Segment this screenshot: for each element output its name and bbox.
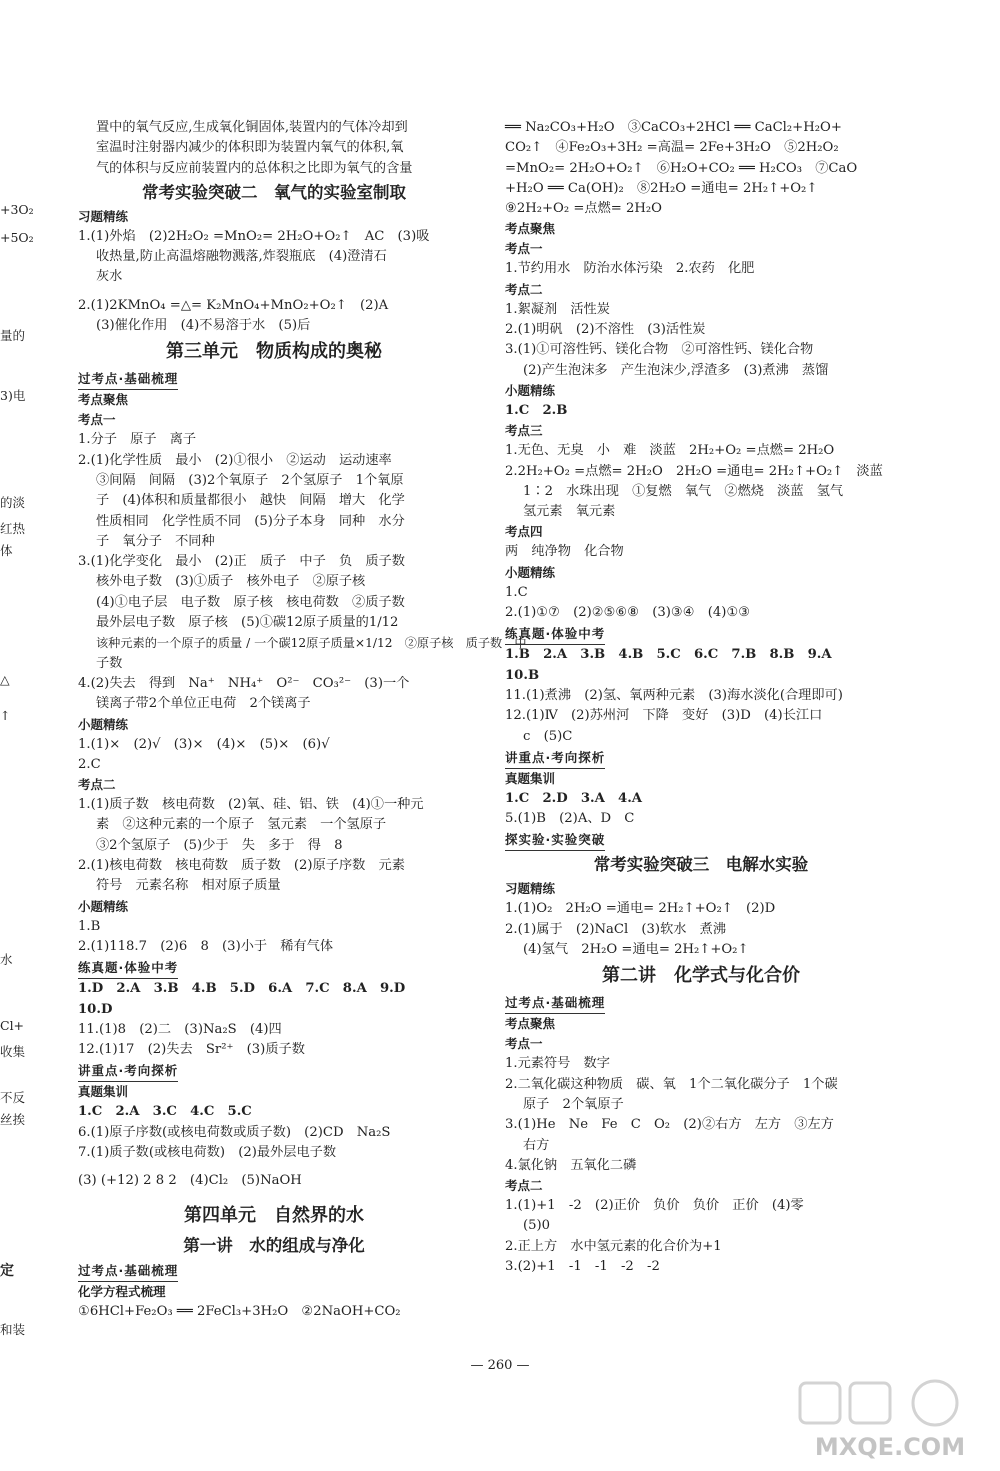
- subsection-label: 考点四: [505, 524, 543, 540]
- edge-fragment: 不反: [0, 1090, 26, 1105]
- edge-fragment: 丝挨: [0, 1112, 26, 1127]
- edge-fragment: 的淡: [0, 495, 26, 510]
- answer-line: 1.B: [78, 918, 101, 934]
- answer-line: 6.(1)原子序数(或核电荷数或质子数) (2)CD Na₂S: [78, 1124, 391, 1140]
- answer-line: 1.B 2.A 3.B 4.B 5.C 6.C 7.B 8.B 9.A: [505, 647, 832, 663]
- answer-line: 4.氯化钠 五氧化二磷: [505, 1157, 637, 1173]
- answer-line: 1.(1)× (2)√ (3)× (4)× (5)× (6)√: [78, 736, 330, 752]
- experiment-heading: 常考实验突破二 氧气的实验室制取: [142, 182, 406, 202]
- answer-line: 收热量,防止高温熔融物溅落,炸裂瓶底 (4)澄清石: [96, 249, 387, 265]
- watermark-logo: [790, 1375, 990, 1465]
- answer-line: (3)催化作用 (4)不易溶于水 (5)后: [96, 318, 311, 334]
- answer-line: 子数: [96, 655, 123, 671]
- answer-line: (4)①电子层 电子数 原子核 核电荷数 ②质子数: [96, 594, 405, 610]
- answer-line: 2.(1)属于 (2)NaCl (3)软水 煮沸: [505, 921, 727, 937]
- answer-line: 5.(1)B (2)A、D C: [505, 811, 635, 827]
- lecture-heading: 第二讲 化学式与化合价: [602, 965, 800, 987]
- answer-line: 1.元素符号 数字: [505, 1056, 610, 1072]
- answer-line: 4.(2)失去 得到 Na⁺ NH₄⁺ O²⁻ CO₃²⁻ (3)一个: [78, 675, 410, 691]
- section-banner: 过考点·基础梳理: [78, 368, 178, 390]
- edge-fragment: +5O₂: [0, 230, 34, 245]
- answer-line: 原子 2个氧原子: [523, 1096, 624, 1112]
- subsection-label: 习题精练: [78, 208, 129, 224]
- experiment-heading: 常考实验突破三 电解水实验: [593, 855, 809, 875]
- answer-line: 1.(1)外焰 (2)2H₂O₂ =MnO₂= 2H₂O+O₂↑ AC (3)吸: [78, 228, 430, 244]
- subsection-label: 真题集训: [505, 770, 556, 786]
- subsection-label: 考点一: [505, 1036, 543, 1052]
- answer-line: c (5)C: [523, 728, 573, 744]
- edge-fragment: 定: [0, 1263, 14, 1279]
- equation-line: ⑨2H₂+O₂ =点燃= 2H₂O: [505, 201, 662, 217]
- answer-line: 1.C 2.A 3.C 4.C 5.C: [78, 1104, 252, 1120]
- answer-line: 3.(1)He Ne Fe C O₂ (2)②右方 左方 ③左方: [505, 1117, 834, 1133]
- edge-fragment: △: [0, 672, 10, 687]
- answer-line: 1.无色、无臭 小 难 淡蓝 2H₂+O₂ =点燃= 2H₂O: [505, 443, 835, 459]
- answer-line: 1.(1)+1 -2 (2)正价 负价 负价 正价 (4)零: [505, 1198, 804, 1214]
- answer-line: 1.C 2.B: [505, 402, 568, 418]
- subsection-label: 考点二: [78, 777, 116, 793]
- answer-line: 11.(1)8 (2)二 (3)Na₂S (4)四: [78, 1021, 282, 1037]
- answer-line: 2.(1)2KMnO₄ =△= K₂MnO₄+MnO₂+O₂↑ (2)A: [78, 297, 389, 313]
- text-line: 气的体积与反应前装置内的总体积之比即为氧气的含量: [96, 160, 413, 176]
- subsection-label: 小题精练: [78, 716, 129, 732]
- answer-line: ③2个氢原子 (5)少于 失 多于 得 8: [96, 837, 343, 853]
- edge-fragment: ↑: [0, 708, 11, 723]
- answer-line: 2.(1)明矾 (2)不溶性 (3)活性炭: [505, 322, 706, 338]
- answer-line: 符号 元素名称 相对原子质量: [96, 878, 281, 894]
- answer-line: 2.二氧化碳这种物质 碳、氧 1个二氧化碳分子 1个碳: [505, 1076, 838, 1092]
- answer-line: (4)氢气 2H₂O =通电= 2H₂↑+O₂↑: [523, 942, 749, 958]
- answer-line: 素 ②这种元素的一个原子 氢元素 一个氢原子: [96, 817, 387, 833]
- answer-line: 最外层电子数 原子核 (5)①碳12原子质量的1/12: [96, 615, 399, 631]
- answer-line: 1.节约用水 防治水体污染 2.农药 化肥: [505, 261, 755, 277]
- section-banner: 练真题·体验中考: [78, 957, 178, 979]
- answer-line: 性质相同 化学性质不同 (5)分子本身 同种 水分: [96, 513, 405, 529]
- subsection-label: 考点聚焦: [505, 1016, 556, 1032]
- edge-fragment: 3)电: [0, 388, 26, 403]
- answer-line: 2.2H₂+O₂ =点燃= 2H₂O 2H₂O =通电= 2H₂↑+O₂↑ 淡蓝: [505, 463, 883, 479]
- subsection-label: 考点二: [505, 281, 543, 297]
- edge-fragment: 收集: [0, 1044, 26, 1059]
- answer-line: 1.C: [505, 584, 528, 600]
- text-line: 室温时注射器内减少的体积即为装置内氧气的体积,氧: [96, 140, 404, 156]
- section-banner: 探实验·实验突破: [505, 829, 605, 851]
- answer-line: 镁离子带2个单位正电荷 2个镁离子: [96, 696, 311, 712]
- right-column: [505, 118, 897, 1277]
- answer-line: (5)0: [523, 1218, 551, 1234]
- atom-structure-answer: (3) (+12) 2 8 2 (4)Cl₂ (5)NaOH: [78, 1173, 302, 1189]
- section-banner: 练真题·体验中考: [505, 623, 605, 645]
- answer-line: 2.(1)118.7 (2)6 8 (3)小于 稀有气体: [78, 938, 334, 954]
- answer-line: 2.(1)核电荷数 核电荷数 质子数 (2)原子序数 元素: [78, 858, 405, 874]
- subsection-label: 真题集训: [78, 1084, 129, 1100]
- answer-line: 核外电子数 (3)①质子 核外电子 ②原子核: [96, 574, 366, 590]
- answer-line: 11.(1)煮沸 (2)氢、氧两种元素 (3)海水淡化(合理即可): [505, 687, 843, 703]
- answer-line: 两 纯净物 化合物: [505, 544, 624, 560]
- subsection-label: 考点二: [505, 1178, 543, 1194]
- edge-fragment: Cl+: [0, 1018, 25, 1033]
- answer-line: 1.(1)O₂ 2H₂O =通电= 2H₂↑+O₂↑ (2)D: [505, 901, 776, 917]
- page-number: — 260 —: [470, 1358, 530, 1373]
- equation-line: =MnO₂= 2H₂O+O₂↑ ⑥H₂O+CO₂ ══ H₂CO₃ ⑦CaO: [505, 160, 858, 176]
- section-banner: 过考点·基础梳理: [78, 1260, 178, 1282]
- subsection-label: 考点一: [505, 241, 543, 257]
- edge-fragment: 红热: [0, 521, 26, 536]
- subsection-label: 考点一: [78, 412, 116, 428]
- subsection-label: 考点三: [505, 423, 543, 439]
- equation-line: ══ Na₂CO₃+H₂O ③CaCO₃+2HCl ══ CaCl₂+H₂O+: [505, 120, 842, 135]
- answer-line: 氢元素 氧元素: [523, 504, 616, 520]
- edge-fragment: 量的: [0, 328, 26, 343]
- answer-line: 12.(1)Ⅳ (2)苏州河 下降 变好 (3)D (4)长江口: [505, 708, 823, 724]
- edge-fragment: 和装: [0, 1322, 26, 1337]
- answer-line: ③间隔 间隔 (3)2个氧原子 2个氢原子 1个氧原: [96, 472, 404, 488]
- answer-line: 12.(1)17 (2)失去 Sr²⁺ (3)质子数: [78, 1042, 305, 1058]
- answer-line: 右方: [523, 1137, 550, 1153]
- edge-fragment: 水: [0, 952, 13, 967]
- subsection-label: 习题精练: [505, 881, 556, 897]
- answer-line: 灰水: [96, 269, 123, 285]
- subsection-label: 考点聚焦: [78, 392, 129, 408]
- unit-heading: 第四单元 自然界的水: [184, 1204, 364, 1226]
- subsection-label: 考点聚焦: [505, 221, 556, 237]
- edge-fragment: +3O₂: [0, 202, 34, 217]
- answer-line: 2.(1)化学性质 最小 (2)①很小 ②运动 运动速率: [78, 452, 392, 468]
- answer-line: 3.(2)+1 -1 -1 -2 -2: [505, 1258, 660, 1274]
- equation-line: ①6HCl+Fe₂O₃ ══ 2FeCl₃+3H₂O ②2NaOH+CO₂: [78, 1303, 401, 1319]
- lecture-heading: 第一讲 水的组成与净化: [183, 1235, 365, 1255]
- answer-line: 10.D: [78, 1001, 113, 1017]
- section-banner: 讲重点·考向探析: [505, 747, 605, 769]
- answer-line: 1.(1)质子数 核电荷数 (2)氧、硅、铝、铁 (4)①一种元: [78, 797, 424, 813]
- answer-line: 1.D 2.A 3.B 4.B 5.D 6.A 7.C 8.A 9.D: [78, 981, 406, 997]
- answer-line: 子 氧分子 不同种: [96, 533, 215, 549]
- answer-line: (2)产生泡沫多 产生泡沫少,浮渣多 (3)煮沸 蒸馏: [523, 362, 829, 378]
- answer-line: 3.(1)化学变化 最小 (2)正 质子 中子 负 质子数: [78, 554, 405, 570]
- equation-line: +H₂O ══ Ca(OH)₂ ⑧2H₂O =通电= 2H₂↑+O₂↑: [505, 180, 818, 196]
- subsection-label: 小题精练: [505, 564, 556, 580]
- answer-line: 1∶2 水珠出现 ①复燃 氧气 ②燃烧 淡蓝 氢气: [523, 483, 844, 499]
- answer-line: 该种元素的一个原子的质量 / 一个碳12原子质量×1/12 ②原子核 质子数 中: [96, 636, 527, 651]
- answer-line: 2.C: [78, 756, 101, 772]
- answer-line: 2.正上方 水中氢元素的化合价为+1: [505, 1238, 722, 1254]
- watermark-text: MXQE.COM: [814, 1433, 966, 1461]
- answer-line: 7.(1)质子数(或核电荷数) (2)最外层电子数: [78, 1144, 337, 1160]
- section-banner: 过考点·基础梳理: [505, 992, 605, 1014]
- answer-line: 10.B: [505, 667, 540, 683]
- answer-line: 3.(1)①可溶性钙、镁化合物 ②可溶性钙、镁化合物: [505, 342, 814, 358]
- answer-line: 1.絮凝剂 活性炭: [505, 301, 610, 317]
- text-line: 置中的氧气反应,生成氧化铜固体,装置内的气体冷却到: [96, 120, 408, 135]
- section-banner: 讲重点·考向探析: [78, 1060, 178, 1082]
- answer-line: 子 (4)体积和质量都很小 越快 间隔 增大 化学: [96, 493, 405, 509]
- equation-line: CO₂↑ ④Fe₂O₃+3H₂ =高温= 2Fe+3H₂O ⑤2H₂O₂: [505, 140, 839, 156]
- subsection-label: 化学方程式梳理: [78, 1283, 166, 1299]
- subsection-label: 小题精练: [505, 382, 556, 398]
- answer-line: 1.分子 原子 离子: [78, 432, 197, 448]
- answer-line: 1.C 2.D 3.A 4.A: [505, 790, 643, 806]
- unit-heading: 第三单元 物质构成的奥秘: [166, 341, 382, 363]
- edge-fragment: 体: [0, 543, 13, 558]
- answer-line: 2.(1)①⑦ (2)②⑤⑥⑧ (3)③④ (4)①③: [505, 605, 751, 621]
- subsection-label: 小题精练: [78, 898, 129, 914]
